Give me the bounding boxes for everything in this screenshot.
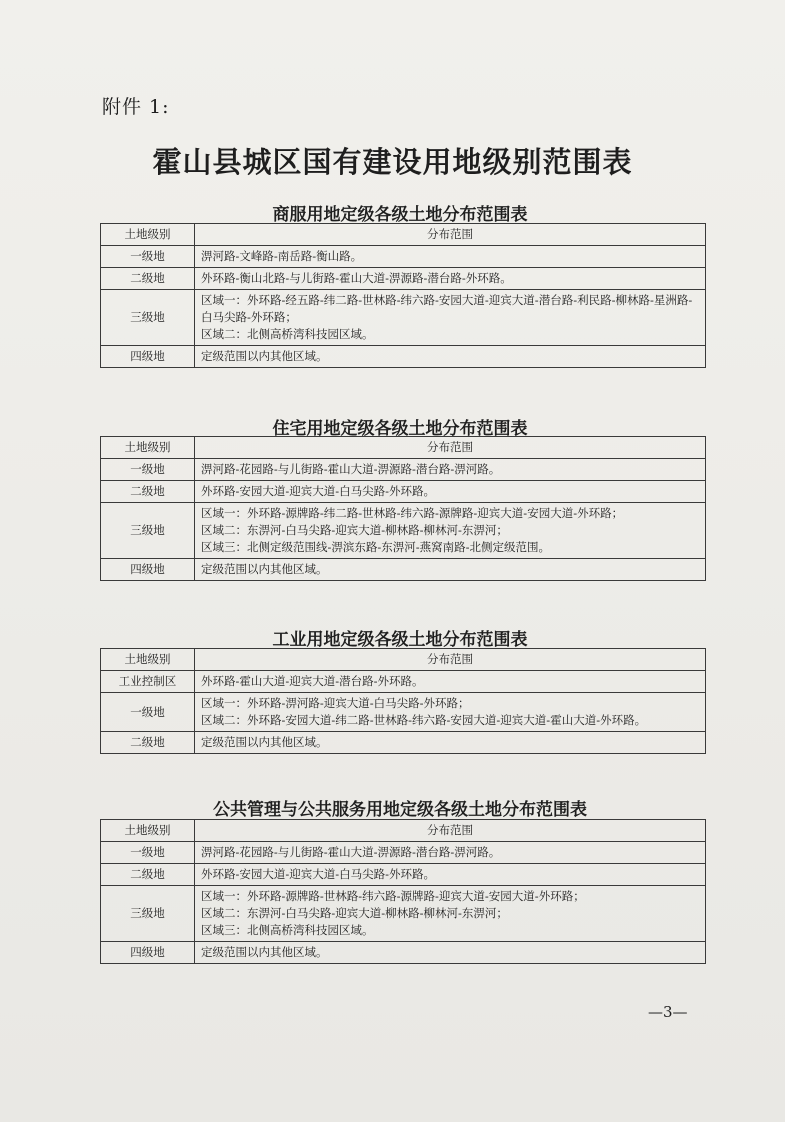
range-line: 外环路-安园大道-迎宾大道-白马尖路-外环路。 (201, 484, 436, 498)
range-cell (195, 842, 706, 864)
table-row (101, 732, 706, 754)
table-row (101, 842, 706, 864)
range-cell (195, 346, 706, 368)
column-header-level: 土地级别 (101, 649, 195, 671)
attachment-label: 附件 1: (102, 96, 170, 118)
range-line: 定级范围以内其他区域。 (201, 349, 328, 363)
land-level-cell: 一级地 (101, 459, 195, 481)
land-level-cell: 工业控制区 (101, 671, 195, 693)
public-service-land-table (100, 819, 706, 964)
range-line: 淠河路-文峰路-南岳路-衡山路。 (201, 249, 363, 263)
range-cell (195, 671, 706, 693)
land-level-cell: 一级地 (101, 842, 195, 864)
commercial-land-table (100, 223, 706, 368)
range-line: 外环路-安园大道-迎宾大道-白马尖路-外环路。 (201, 867, 436, 881)
table-row (101, 942, 706, 964)
table-row (101, 246, 706, 268)
land-level-cell: 一级地 (101, 693, 195, 732)
range-line: 定级范围以内其他区域。 (201, 945, 328, 959)
range-line: 外环路-衡山北路-与儿街路-霍山大道-淠源路-潜台路-外环路。 (201, 271, 512, 285)
table-header-row (101, 224, 706, 246)
range-line: 定级范围以内其他区域。 (201, 562, 328, 576)
range-line: 定级范围以内其他区域。 (201, 735, 328, 749)
range-cell (195, 246, 706, 268)
table-row (101, 864, 706, 886)
document-title: 霍山县城区国有建设用地级别范围表 (152, 145, 633, 179)
land-level-cell: 二级地 (101, 732, 195, 754)
range-cell (195, 559, 706, 581)
land-level-cell: 二级地 (101, 864, 195, 886)
table-row (101, 693, 706, 732)
range-line: 区域二：东淠河-白马尖路-迎宾大道-柳林路-柳林河-东淠河； (201, 906, 508, 920)
range-cell (195, 459, 706, 481)
residential-land-table (100, 436, 706, 581)
industrial-table-title: 工业用地定级各级土地分布范围表 (272, 630, 528, 650)
range-cell (195, 942, 706, 964)
public-service-table-title: 公共管理与公共服务用地定级各级土地分布范围表 (213, 800, 587, 820)
range-line: 区域二：外环路-安园大道-纬二路-世林路-纬六路-安园大道-迎宾大道-霍山大道-外环路。 (201, 713, 647, 727)
land-level-cell: 四级地 (101, 942, 195, 964)
commercial-table-title: 商服用地定级各级土地分布范围表 (272, 205, 528, 225)
land-level-cell: 三级地 (101, 290, 195, 346)
table-row (101, 886, 706, 942)
range-cell (195, 268, 706, 290)
range-line: 区域三：北侧高桥湾科技园区域。 (201, 923, 374, 937)
table-row (101, 290, 706, 346)
table-row (101, 459, 706, 481)
residential-table-title: 住宅用地定级各级土地分布范围表 (272, 419, 528, 439)
column-header-range: 分布范围 (195, 820, 706, 842)
column-header-range: 分布范围 (195, 224, 706, 246)
range-line: 淠河路-花园路-与儿街路-霍山大道-淠源路-潜台路-淠河路。 (201, 462, 501, 476)
table-row (101, 481, 706, 503)
range-cell (195, 732, 706, 754)
column-header-range: 分布范围 (195, 649, 706, 671)
column-header-level: 土地级别 (101, 224, 195, 246)
table-row (101, 559, 706, 581)
range-line: 区域二：北侧高桥湾科技园区域。 (201, 327, 374, 341)
range-cell (195, 481, 706, 503)
range-cell (195, 290, 706, 346)
range-cell (195, 693, 706, 732)
column-header-level: 土地级别 (101, 437, 195, 459)
table-row (101, 346, 706, 368)
table-header-row (101, 437, 706, 459)
column-header-range: 分布范围 (195, 437, 706, 459)
table-header-row (101, 820, 706, 842)
table-row (101, 503, 706, 559)
range-line: 区域一：外环路-淠河路-迎宾大道-白马尖路-外环路； (201, 696, 470, 710)
range-line: 区域三：北侧定级范围线-淠滨东路-东淠河-燕窝南路-北侧定级范围。 (201, 540, 551, 554)
table-row (101, 268, 706, 290)
range-line: 区域一：外环路-经五路-纬二路-世林路-纬六路-安园大道-迎宾大道-潜台路-利民路-柳林路-星洲路-白马尖路-外环路； (201, 293, 693, 324)
page-number: —3— (648, 1003, 688, 1021)
range-line: 区域一：外环路-源牌路-世林路-纬六路-源牌路-迎宾大道-安园大道-外环路； (201, 889, 585, 903)
table-row (101, 671, 706, 693)
range-line: 淠河路-花园路-与儿街路-霍山大道-淠源路-潜台路-淠河路。 (201, 845, 501, 859)
land-level-cell: 二级地 (101, 268, 195, 290)
land-level-cell: 一级地 (101, 246, 195, 268)
range-cell (195, 864, 706, 886)
land-level-cell: 四级地 (101, 559, 195, 581)
range-line: 外环路-霍山大道-迎宾大道-潜台路-外环路。 (201, 674, 424, 688)
industrial-land-table (100, 648, 706, 754)
land-level-cell: 二级地 (101, 481, 195, 503)
column-header-level: 土地级别 (101, 820, 195, 842)
range-line: 区域一：外环路-源牌路-纬二路-世林路-纬六路-源牌路-迎宾大道-安园大道-外环路； (201, 506, 624, 520)
land-level-cell: 三级地 (101, 503, 195, 559)
range-cell (195, 886, 706, 942)
range-cell (195, 503, 706, 559)
range-line: 区域二：东淠河-白马尖路-迎宾大道-柳林路-柳林河-东淠河； (201, 523, 508, 537)
table-header-row (101, 649, 706, 671)
land-level-cell: 三级地 (101, 886, 195, 942)
land-level-cell: 四级地 (101, 346, 195, 368)
